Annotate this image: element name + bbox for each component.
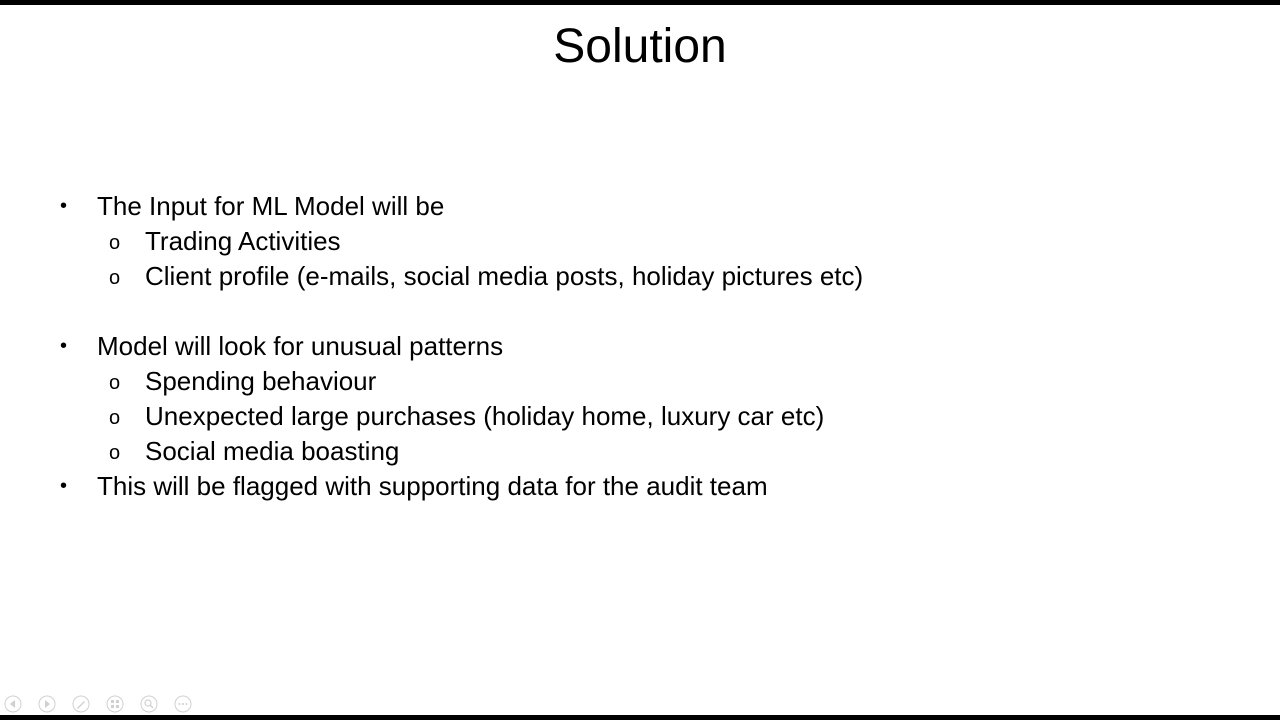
slides-grid-button[interactable]	[104, 695, 126, 713]
sub-bullet-text: Spending behaviour	[145, 366, 377, 396]
slide-title: Solution	[553, 20, 727, 73]
next-icon	[38, 695, 56, 713]
bullet-text: This will be flagged with supporting data for the audit team	[97, 471, 768, 501]
slideshow-toolbar	[2, 695, 194, 713]
bullet-marker: •	[60, 335, 68, 357]
pen-button[interactable]	[70, 695, 92, 713]
sub-bullet-marker: o	[109, 407, 121, 429]
pen-icon	[72, 695, 90, 713]
sub-bullet-text: Client profile (e-mails, social media posts, holiday pictures etc)	[145, 261, 864, 291]
sub-bullet-marker: o	[109, 232, 121, 254]
sub-bullet-marker: o	[109, 372, 121, 394]
bullet-text: Model will look for unusual patterns	[97, 331, 504, 361]
sub-bullet-text: Social media boasting	[145, 436, 400, 466]
sub-bullet-text: Trading Activities	[145, 226, 341, 256]
presentation-slide	[0, 5, 1280, 715]
sub-bullet-text: Unexpected large purchases (holiday home, luxury car etc)	[145, 401, 825, 431]
previous-button[interactable]	[2, 695, 24, 713]
bullet-text: The Input for ML Model will be	[97, 191, 445, 221]
next-button[interactable]	[36, 695, 58, 713]
zoom-icon	[140, 695, 158, 713]
bullet-marker: •	[60, 195, 68, 217]
sub-bullet-marker: o	[109, 267, 121, 289]
more-options-icon	[174, 695, 192, 713]
slides-grid-icon	[106, 695, 124, 713]
sub-bullet-marker: o	[109, 442, 121, 464]
bullet-marker: •	[60, 475, 68, 497]
zoom-button[interactable]	[138, 695, 160, 713]
more-options-button[interactable]	[172, 695, 194, 713]
previous-icon	[4, 695, 22, 713]
